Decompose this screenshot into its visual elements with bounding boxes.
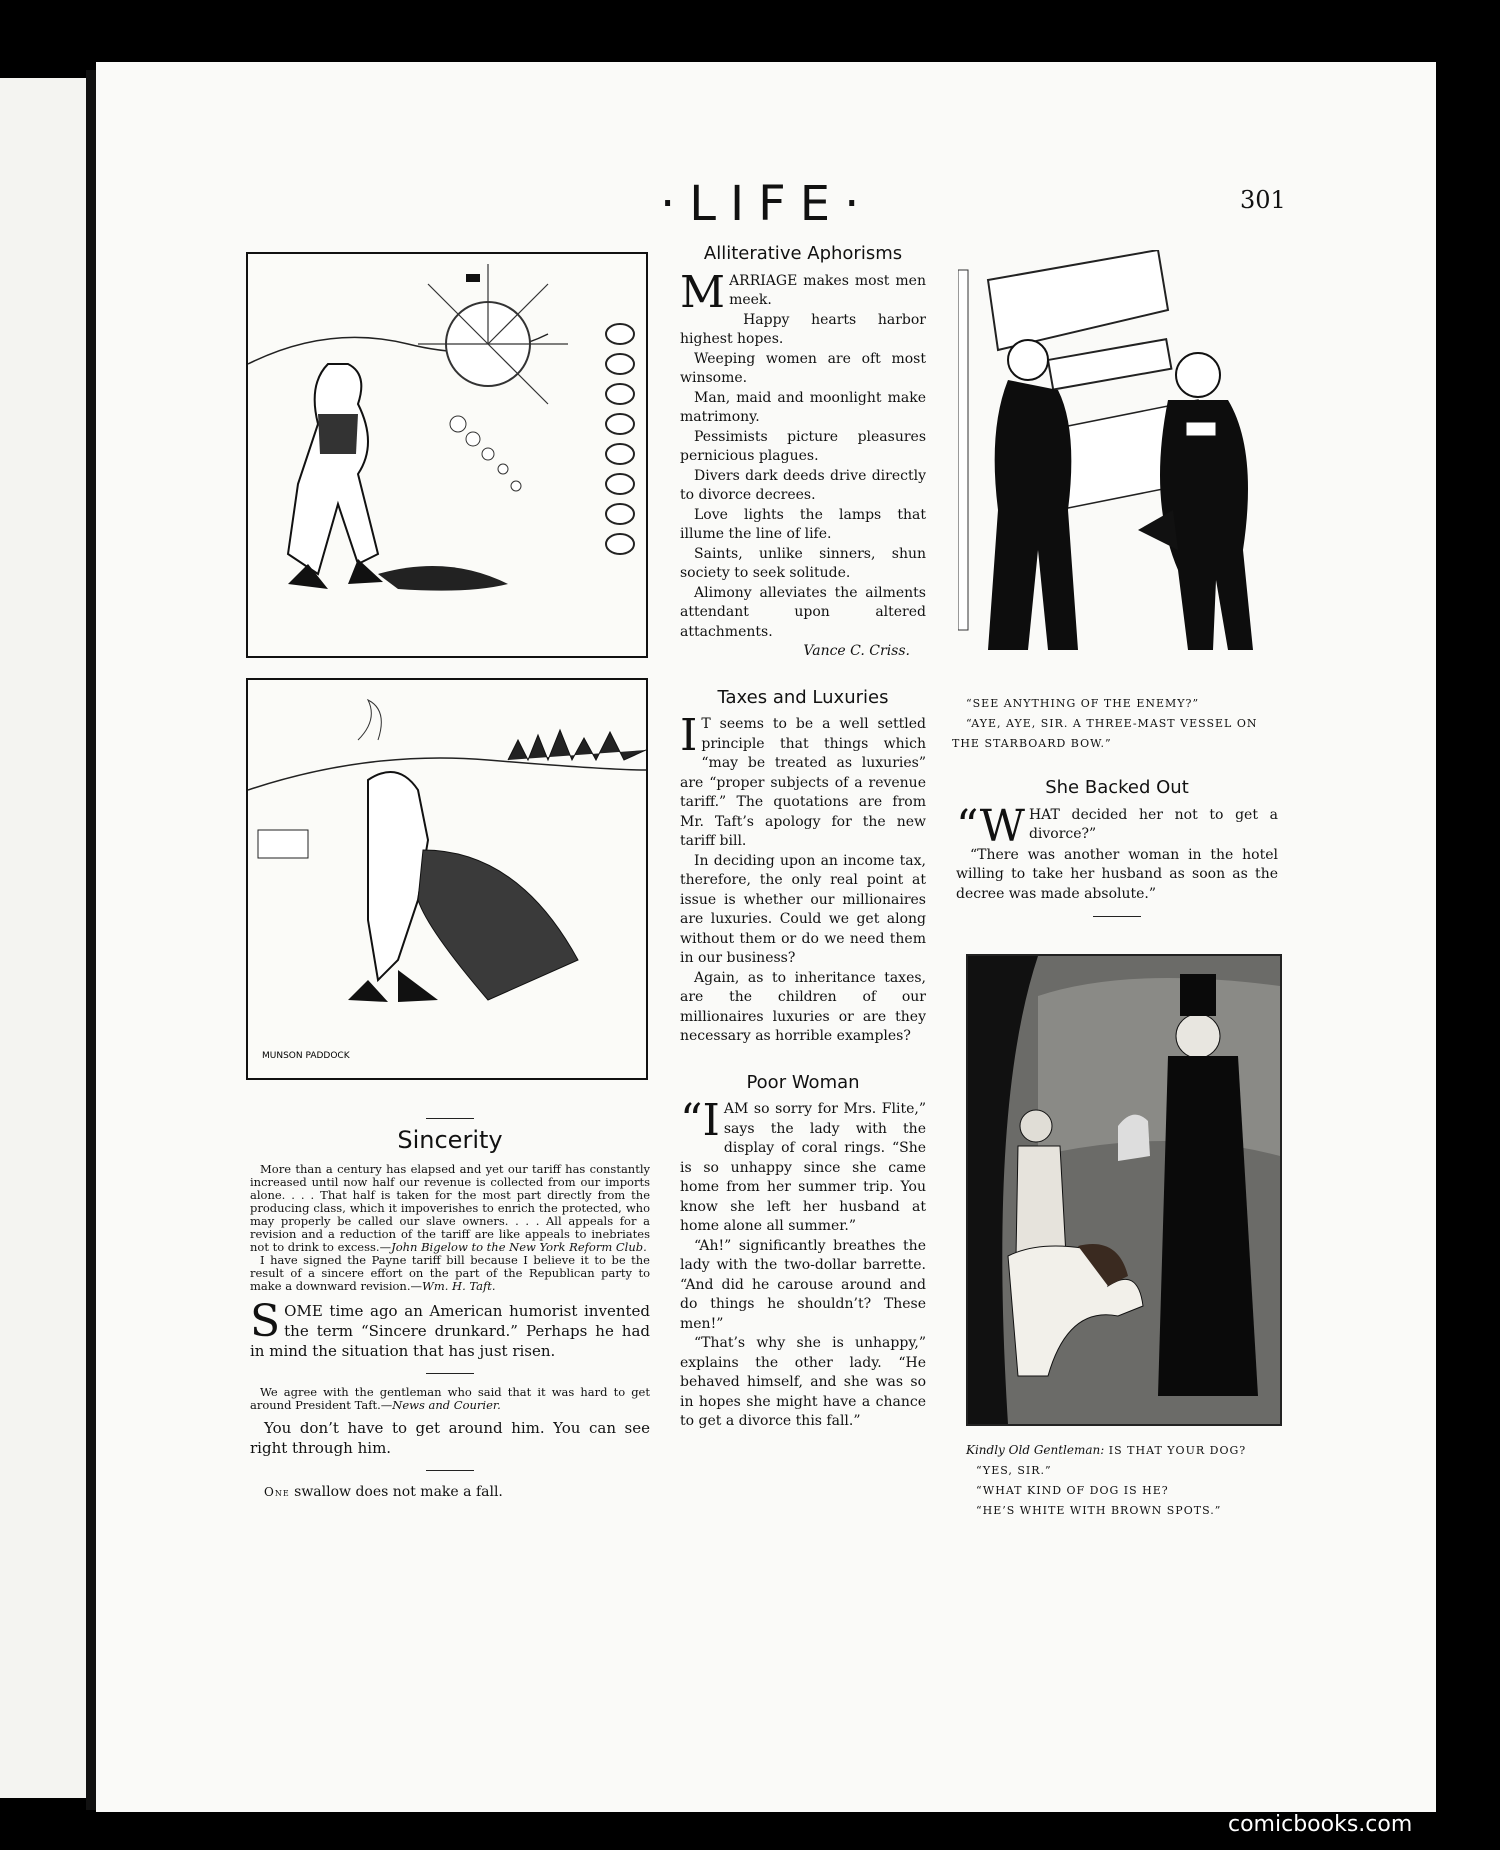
- quote-news-courier-source: News and Courier.: [392, 1397, 501, 1412]
- watermark: comicbooks.com: [1228, 1812, 1413, 1837]
- sincerity-section: [250, 1106, 650, 1502]
- quote-bigelow: More than a century has elapsed and yet our tariff has constantly increased until now half our revenue is collected from our imports alone. . . . That half is taken for the most part directly from the producing class, which it impoverishes to enrich the protected, who may properly be called our slave owners. . . . All appeals for a revision and a reduction of the tariff are like appeals to inebriates not to drink to excess.—: [250, 1161, 650, 1254]
- backed-out-text-1: HAT decided her not to get a divorce?”: [1028, 806, 1278, 842]
- dog-caption: [966, 1440, 1286, 1521]
- cartoon-explosion: [246, 252, 648, 658]
- masthead-bullet-right: ·: [844, 176, 874, 232]
- divider: [426, 1373, 474, 1374]
- divider: [426, 1118, 474, 1119]
- poor-woman-para-1: AM so sorry for Mrs. Flite,” says the lady with the display of coral rings. “She is so unhappy since she came home from her summer trip. You know she left her husband at home alone all summer.”: [680, 1101, 926, 1234]
- aphorism: Divers dark deeds drive directly to divorce decrees.: [680, 467, 926, 503]
- alliterative-author: Vance C. Criss.: [803, 643, 910, 659]
- divider: [1093, 916, 1141, 917]
- heading-taxes: Taxes and Luxuries: [717, 686, 889, 708]
- sailor-caption-line-2: “AYE, AYE, SIR. A THREE-MAST VESSEL ON THE STARBOARD BOW.”: [952, 717, 1258, 750]
- sailor-caption: [952, 694, 1282, 754]
- left-page-edge: [0, 78, 88, 1798]
- masthead: [660, 176, 873, 232]
- column-middle: [680, 244, 926, 1432]
- taxes-para-1: T seems to be a well settled principle that things which “may be treated as luxuries” are “proper subjects of a revenue tariff.” The quotations are from Mr. Taft’s apology for the new tariff bill.: [680, 716, 926, 849]
- masthead-title: LIFE: [689, 176, 845, 232]
- heading-poor-woman: Poor Woman: [746, 1071, 860, 1093]
- sincerity-quote-3: [250, 1386, 650, 1412]
- masthead-bullet-left: ·: [660, 176, 690, 232]
- heading-alliterative: Alliterative Aphorisms: [703, 243, 903, 264]
- heading-sincerity: Sincerity: [397, 1126, 503, 1154]
- dog-caption-line-2: “YES, SIR.”: [976, 1464, 1052, 1477]
- heading-backed-out: She Backed Out: [1045, 777, 1189, 798]
- taxes-para: [680, 710, 926, 852]
- dog-caption-line-1: [966, 1440, 1286, 1461]
- poor-woman-para-2: “Ah!” significantly breathes the lady with the two-dollar barrette. “And did he carouse around and do things he shouldn’t? These men!”: [680, 1237, 926, 1332]
- sailor-caption-line-1: “SEE ANYTHING OF THE ENEMY?”: [966, 697, 1200, 710]
- aphorism: Weeping women are oft most winsome.: [680, 350, 926, 386]
- sailor-illustration: [958, 250, 1276, 682]
- swallow-caps: One: [264, 1484, 290, 1499]
- cartoon-sailor: [958, 250, 1276, 682]
- poor-woman-para-3: “That’s why she is unhappy,” explains the other lady. “He behaved himself, and she was so in hopes she might have a chance to get a divorce this fall.”: [680, 1335, 926, 1429]
- dog-caption-line-4: “HE’S WHITE WITH BROWN SPOTS.”: [976, 1504, 1222, 1517]
- dog-illustration: [968, 956, 1280, 1424]
- aphorism: Happy hearts harbor highest hopes.: [680, 311, 926, 347]
- sincerity-quotes: [250, 1163, 650, 1293]
- backed-out-para-2: “There was another woman in the hotel willing to take her husband as soon as the decree was made absolute.”: [956, 846, 1278, 902]
- poor-woman-drop-cap: “I: [680, 1095, 720, 1146]
- swallow-line: [250, 1483, 650, 1503]
- aphorism: Pessimists picture pleasures pernicious plagues.: [680, 428, 926, 464]
- explosion-illustration: [248, 254, 646, 656]
- sincerity-drop-cap: S: [250, 1295, 281, 1347]
- backed-out-drop-cap: “W: [956, 800, 1025, 852]
- quote-taft-source: Wm. H. Taft.: [422, 1278, 496, 1293]
- sincerity-body: [250, 1295, 650, 1361]
- sincerity-body-text: OME time ago an American humorist invented the term “Sincere drunkard.” Perhaps he had in mind the situation that has just risen.: [250, 1301, 650, 1360]
- aphorism: Alimony alleviates the ailments attendant upon altered attachments.: [680, 584, 926, 640]
- aphorism: Saints, unlike sinners, shun society to seek solitude.: [680, 545, 926, 581]
- alliterative-drop-cap: M: [680, 266, 726, 318]
- aphorism: Man, maid and moonlight make matrimony.: [680, 389, 926, 425]
- poor-woman-para: [680, 1095, 926, 1237]
- cartoon-bear: [246, 678, 648, 1080]
- bear-illustration: [248, 680, 646, 1078]
- alliterative-first-para: [680, 266, 926, 318]
- taxes-para-3: Again, as to inheritance taxes, are the children of our millionaires luxuries or are they necessary as horrible examples?: [680, 969, 926, 1044]
- dog-caption-question: IS THAT YOUR DOG?: [1104, 1444, 1247, 1457]
- divider: [426, 1470, 474, 1471]
- aphorism: Love lights the lamps that illume the line of life.: [680, 506, 926, 542]
- dog-caption-speaker: Kindly Old Gentleman:: [966, 1443, 1105, 1457]
- quote-news-courier: We agree with the gentleman who said that it was hard to get around President Taft.—: [250, 1384, 650, 1412]
- taxes-para-2: In deciding upon an income tax, therefore, the only real point at issue is whether our millionaires are luxuries. Could we get along without them or do we need them in our business?: [680, 852, 926, 966]
- cartoon-dog: [966, 954, 1282, 1426]
- dog-caption-line-3: “WHAT KIND OF DOG IS HE?: [976, 1484, 1169, 1497]
- backed-out-para-1: [956, 800, 1278, 852]
- taxes-drop-cap: I: [680, 710, 698, 761]
- sincerity-body-2: You don’t have to get around him. You can see right through him.: [250, 1418, 650, 1457]
- quote-bigelow-source: John Bigelow to the New York Reform Club.: [391, 1239, 647, 1254]
- backed-out-section: [956, 778, 1278, 929]
- page-number: 301: [1240, 186, 1286, 214]
- alliterative-first-line: ARRIAGE makes most men meek.: [729, 272, 926, 308]
- swallow-rest: swallow does not make a fall.: [289, 1483, 503, 1500]
- quote-taft: I have signed the Payne tariff bill because I believe it to be the result of a sincere effort on the part of the Republican party to make a downward revision.—: [250, 1252, 650, 1293]
- bear-signature: MUNSON PADDOCK: [262, 1051, 350, 1061]
